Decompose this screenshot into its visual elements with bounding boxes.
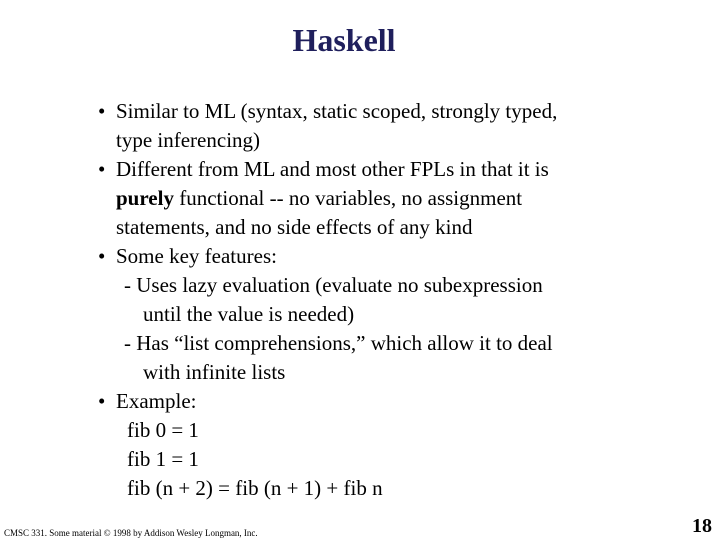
bullet-item [0, 155, 720, 184]
code-line: fib 1 = 1 [127, 447, 199, 471]
bullet-continuation [0, 126, 720, 155]
bullet-continuation [0, 213, 720, 242]
bullet-text: Similar to ML (syntax, static scoped, strongly typed, [116, 99, 558, 123]
sub-bullet-continuation [0, 358, 720, 387]
bullet-text: Different from ML and most other FPLs in that it is [116, 157, 549, 181]
bullet-marker: • [98, 157, 106, 181]
bullet-item [0, 242, 720, 271]
bullet-item [0, 97, 720, 126]
bullet-text: Some key features: [116, 244, 277, 268]
sub-bullet-continuation [0, 300, 720, 329]
bullet-marker: • [98, 244, 106, 268]
bullet-continuation [0, 184, 720, 213]
code-line: fib (n + 2) = fib (n + 1) + fib n [127, 476, 383, 500]
bullet-marker: • [98, 389, 106, 413]
sub-bullet-item [0, 271, 720, 300]
emphasis-text: purely [116, 186, 174, 210]
bullet-marker: • [98, 99, 106, 123]
sub-bullet-item [0, 329, 720, 358]
footer-copyright: CMSC 331. Some material © 1998 by Addison Wesley Longman, Inc. [4, 528, 258, 538]
page-number: 18 [692, 515, 712, 537]
bullet-text: Example: [116, 389, 197, 413]
sub-bullet-text: until the value is needed) [143, 302, 355, 326]
slide-body [0, 97, 720, 503]
slide-title: Haskell [292, 22, 396, 58]
sub-bullet-text: with infinite lists [143, 360, 286, 384]
bullet-text: type inferencing) [116, 128, 261, 152]
sub-bullet-text: - Has “list comprehensions,” which allow it to deal [124, 331, 553, 355]
sub-bullet-text: - Uses lazy evaluation (evaluate no subexpression [124, 273, 543, 297]
bullet-text: functional -- no variables, no assignment [173, 186, 523, 210]
bullet-text: statements, and no side effects of any kind [116, 215, 473, 239]
bullet-item [0, 387, 720, 416]
code-line: fib 0 = 1 [127, 418, 199, 442]
